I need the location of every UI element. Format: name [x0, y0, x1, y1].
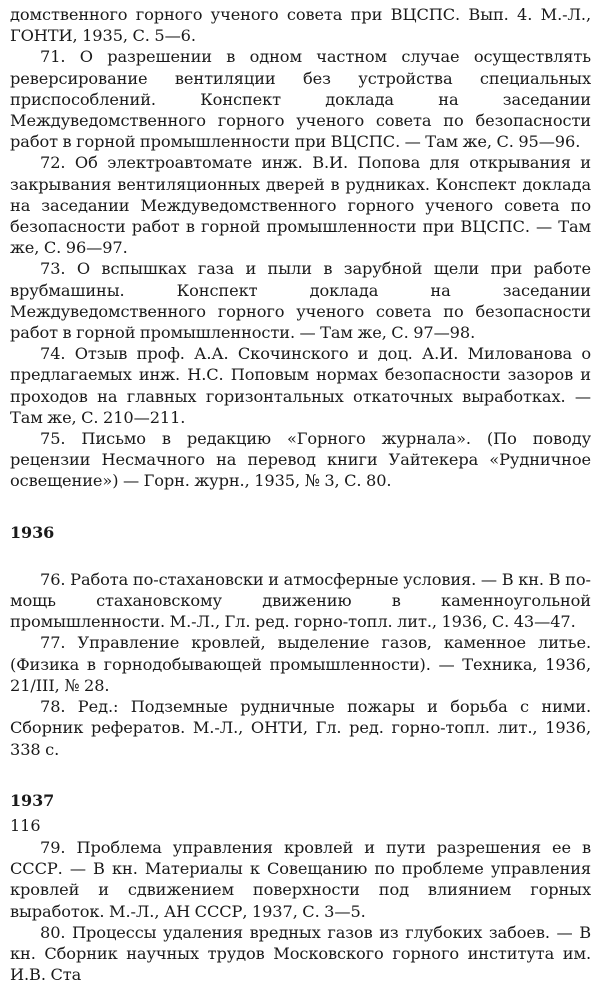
bibliography-entry-79: 79. Проблема управления кровлей и пути разрешения ее в СССР. — В кн. Материалы к Совещанию по проблеме управления кровлей и сдвижением поверхности под влиянием горных выработок. М.-Л., АН СССР, 1937, С. 3—5.: [10, 837, 591, 921]
year-heading-1936: 1936: [10, 522, 55, 542]
page-number: 116: [10, 816, 41, 835]
bibliography-entry-72: 72. Об электроавтомате инж. В.И. Попова для открывания и закрывания вентиляционных дверей в рудниках. Конспект доклада на заседании Междуведомственного горного ученого совета по безопасности работ в горной промышленности при ВЦСПС. — Там же, С. 96—97.: [10, 153, 591, 258]
continuation-text: домственного горного ученого совета при ВЦСПС. Вып. 4. М.-Л., ГОНТИ, 1935, С. 5—6.: [10, 5, 591, 46]
bibliography-entry-80: 80. Процессы удаления вредных газов из глубоких забоев. — В кн. Сборник научных трудов Московского горного института им. И.В. Ста: [10, 922, 591, 985]
bibliography-text: [10, 4, 591, 985]
bibliography-entry-78: 78. Ред.: Подземные рудничные пожары и борьба с ними. Сборник рефератов. М.-Л., ОНТИ, Гл. ред. горно-топл. лит., 1936, 338 с.: [10, 697, 591, 759]
bibliography-entry-75: 75. Письмо в редакцию «Горного журнала». (По поводу рецензии Несмачного на перевод книги Уайтекера «Рудничное освещение») — Горн. журн., 1935, № 3, С. 80.: [10, 429, 591, 491]
bibliography-entry-74: 74. Отзыв проф. А.А. Скочинского и доц. А.И. Милованова о предлагаемых инж. Н.С. Поповым нормах безопасности зазоров и проходов на главных горизонтальных откаточных выработках. — Там же, С. 210—211.: [10, 344, 591, 427]
bibliography-entry-76: 76. Работа по-стахановски и атмосферные условия. — В кн. В помощь стахановскому движению в каменноугольной промышленности. М.-Л., Гл. ред. горно-топл. лит., 1936, С. 43—47.: [10, 569, 591, 632]
bibliography-entry-71: 71. О разрешении в одном частном случае осуществлять реверсирование вентиляции без устройства специальных приспособлений. Конспект доклада на заседании Междуведомственного горного ученого совета по безопасности работ в горной промышленности при ВЦСПС. — Там же, С. 95—96.: [10, 47, 591, 152]
bibliography-entry-77: 77. Управление кровлей, выделение газов, каменное литье. (Физика в горнодобывающей промышленности). — Техника, 1936, 21/III, № 28.: [10, 633, 591, 695]
year-heading-1937: 1937: [10, 790, 55, 810]
bibliography-entry-73: 73. О вспышках газа и пыли в зарубной щели при работе врубмашины. Конспект доклада на заседании Междуведомственного горного ученого совета по безопасности работ в горной промышленности. — Там же, С. 97—98.: [10, 259, 591, 343]
